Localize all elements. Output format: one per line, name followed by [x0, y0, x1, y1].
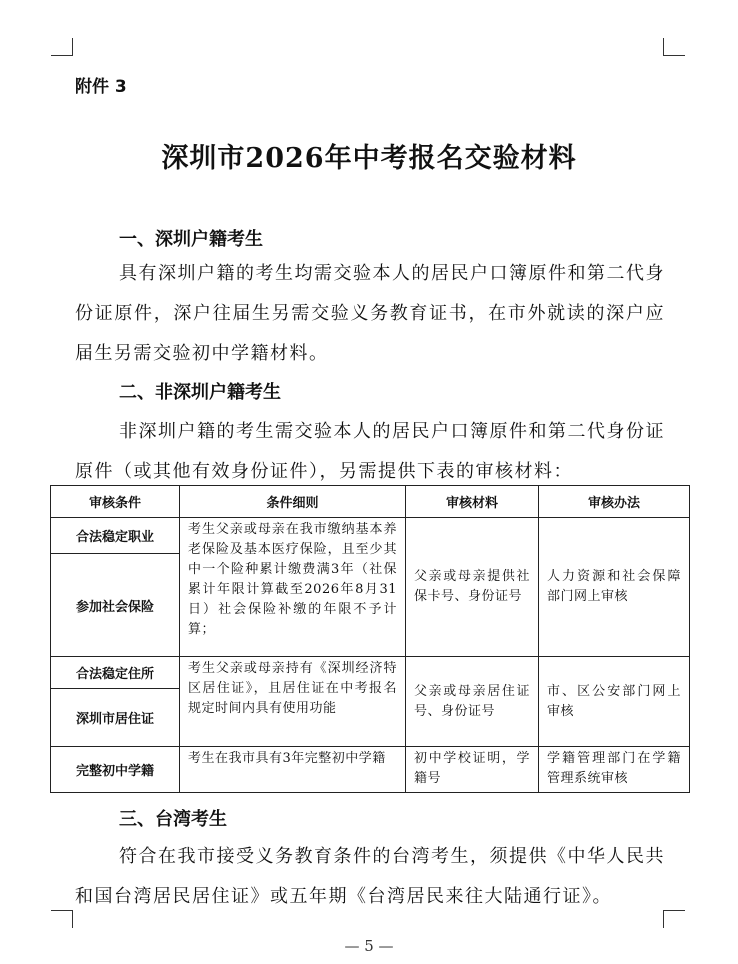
condition-cell: 完整初中学籍	[51, 747, 180, 793]
crop-mark-top-left	[51, 38, 73, 56]
method-cell: 人力资源和社会保障部门网上审核	[539, 518, 690, 657]
materials-cell: 父亲或母亲提供社保卡号、身份证号	[406, 518, 539, 657]
detail-cell: 考生父亲或母亲在我市缴纳基本养老保险及基本医疗保险，且至少其中一个险种累计缴费满3年（社保累计年限计算截至2026年8月31日）社会保险补缴的年限不予计算；	[180, 518, 406, 657]
crop-mark-top-right	[663, 38, 685, 56]
condition-cell: 合法稳定住所	[51, 657, 180, 689]
header-method: 审核办法	[539, 486, 690, 518]
section-heading-shenzhen-hukou: 一、深圳户籍考生	[119, 229, 263, 250]
materials-cell: 初中学校证明，学籍号	[406, 747, 539, 793]
table-row	[51, 518, 690, 554]
section-body-taiwan: 符合在我市接受义务教育条件的台湾考生，须提供《中华人民共和国台湾居民居住证》或五年期《台湾居民来往大陆通行证》。	[75, 846, 665, 907]
header-condition: 审核条件	[51, 486, 180, 518]
condition-cell: 深圳市居住证	[51, 689, 180, 747]
table-row	[51, 747, 690, 793]
materials-cell: 父亲或母亲居住证号、身份证号	[406, 657, 539, 747]
header-materials: 审核材料	[406, 486, 539, 518]
attachment-label: 附件 3	[75, 77, 127, 97]
detail-cell: 考生父亲或母亲持有《深圳经济特区居住证》，且居住证在中考报名规定时间内具有使用功能	[180, 657, 406, 747]
document-title: 深圳市2026年中考报名交验材料	[161, 143, 577, 174]
detail-cell: 考生在我市具有3年完整初中学籍	[180, 747, 406, 793]
header-detail: 条件细则	[180, 486, 406, 518]
review-requirements-table	[50, 485, 690, 793]
section-heading-taiwan: 三、台湾考生	[119, 809, 227, 830]
condition-cell: 合法稳定职业	[51, 518, 180, 554]
section-heading-non-shenzhen-hukou: 二、非深圳户籍考生	[119, 382, 281, 403]
method-cell: 学籍管理部门在学籍管理系统审核	[539, 747, 690, 793]
crop-mark-bottom-right	[663, 910, 685, 928]
section-body-non-shenzhen-hukou: 非深圳户籍的考生需交验本人的居民户口簿原件和第二代身份证原件（或其他有效身份证件），另需提供下表的审核材料：	[75, 421, 665, 482]
page-number: — 5 —	[344, 937, 394, 955]
crop-mark-bottom-left	[51, 910, 73, 928]
method-cell: 市、区公安部门网上审核	[539, 657, 690, 747]
table-header-row	[51, 486, 690, 518]
table-row	[51, 657, 690, 689]
section-body-shenzhen-hukou: 具有深圳户籍的考生均需交验本人的居民户口簿原件和第二代身份证原件，深户往届生另需交验义务教育证书，在市外就读的深户应届生另需交验初中学籍材料。	[75, 263, 665, 364]
condition-cell: 参加社会保险	[51, 554, 180, 657]
